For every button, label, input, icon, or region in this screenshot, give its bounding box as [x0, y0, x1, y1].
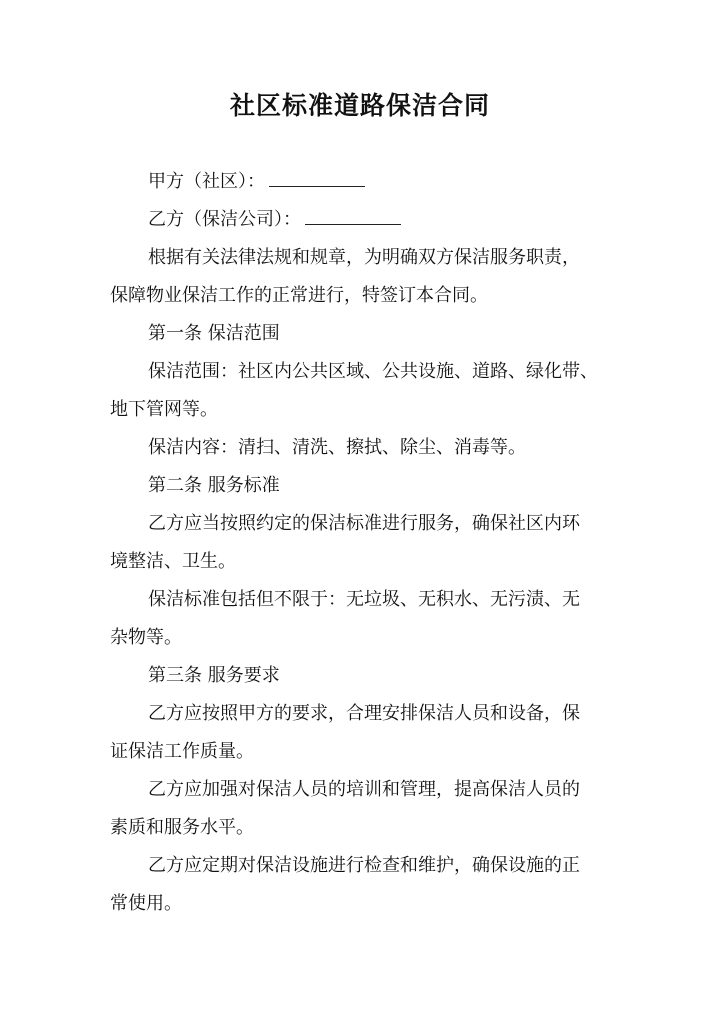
document-body	[110, 163, 616, 923]
paragraph-line: 证保洁工作质量。	[110, 741, 254, 762]
paragraph-line: 地下管网等。	[110, 399, 218, 420]
paragraph-line: 保洁范围：社区内公共区域、公共设施、道路、绿化带、	[148, 361, 598, 382]
paragraph-line: 乙方应加强对保洁人员的培训和管理，提高保洁人员的	[148, 779, 580, 800]
article-heading: 第三条 服务要求	[148, 665, 280, 686]
party-b-label: 乙方（保洁公司）：	[148, 209, 301, 230]
paragraph-line: 乙方应当按照约定的保洁标准进行服务，确保社区内环	[148, 513, 580, 534]
document-title: 社区标准道路保洁合同	[229, 91, 490, 120]
article-heading: 第一条 保洁范围	[148, 323, 280, 344]
paragraph-line: 根据有关法律法规和规章，为明确双方保洁服务职责，	[148, 247, 580, 268]
paragraph-line: 素质和服务水平。	[110, 817, 254, 838]
party-b-blank	[305, 202, 401, 225]
paragraph-line: 杂物等。	[110, 627, 182, 648]
party-a-label: 甲方（社区）：	[148, 171, 265, 192]
paragraph-line: 常使用。	[110, 893, 182, 914]
paragraph-line: 保洁标准包括但不限于：无垃圾、无积水、无污渍、无	[148, 589, 580, 610]
paragraph-line: 保洁内容：清扫、清洗、擦拭、除尘、消毒等。	[148, 437, 526, 458]
paragraph-line: 境整洁、卫生。	[110, 551, 236, 572]
article-heading: 第二条 服务标准	[148, 475, 280, 496]
party-a-blank	[269, 164, 365, 187]
party-a-line	[110, 163, 616, 201]
paragraph-line: 乙方应定期对保洁设施进行检查和维护，确保设施的正	[148, 855, 580, 876]
paragraph-line: 保障物业保洁工作的正常进行，特签订本合同。	[110, 285, 488, 306]
party-b-line	[110, 201, 616, 239]
paragraph-line: 乙方应按照甲方的要求，合理安排保洁人员和设备，保	[148, 703, 580, 724]
